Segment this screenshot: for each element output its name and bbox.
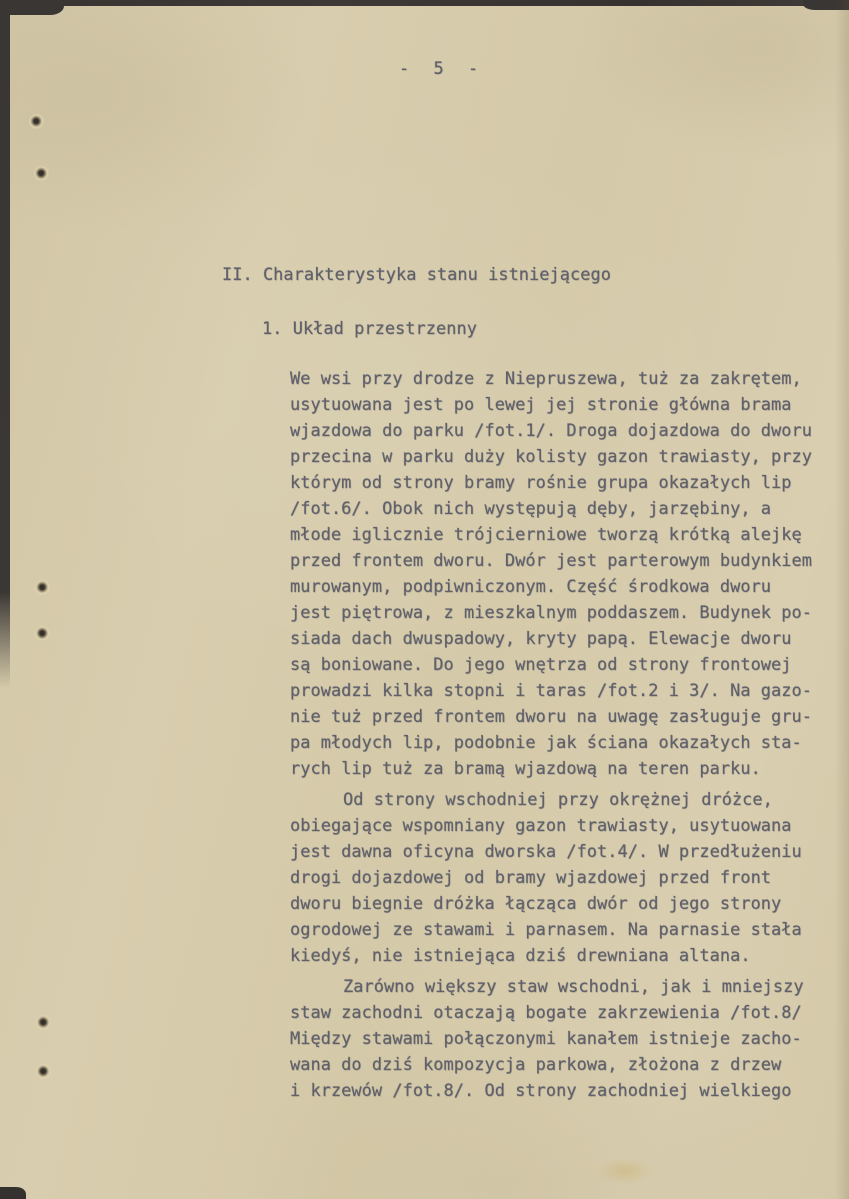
text-line: jest dawna oficyna dworska /fot.4/. W przedłużeniu: [290, 842, 802, 862]
paragraphs: [290, 366, 830, 1109]
page-number: - 5 -: [399, 59, 486, 79]
text-line: rych lip tuż za bramą wjazdową na teren parku.: [290, 759, 761, 779]
text-line: dworu biegnie dróżka łącząca dwór od jego strony: [290, 894, 782, 914]
text-line: ogrodowej ze stawami i parnasem. Na parnasie stała: [290, 920, 802, 940]
text-line: są boniowane. Do jego wnętrza od strony frontowej: [290, 655, 792, 675]
text-line: staw zachodni otaczają bogate zakrzewienia /fot.8/: [290, 1003, 802, 1023]
text-line: murowanym, podpiwniczonym. Część środkowa dworu: [290, 577, 772, 597]
text-line: przed frontem dworu. Dwór jest parterowym budynkiem: [290, 551, 812, 571]
text-line: We wsi przy drodze z Niepruszewa, tuż za zakrętem,: [290, 369, 802, 389]
text-line: młode iglicznie trójcierniowe tworzą krótką alejkę: [290, 525, 802, 545]
text-line: kiedyś, nie istniejąca dziś drewniana altana.: [290, 946, 751, 966]
section-heading: II. Charakterystyka stanu istniejącego: [222, 265, 611, 285]
text-line: drogi dojazdowej od bramy wjazdowej przed front: [290, 868, 772, 888]
text-line: /fot.6/. Obok nich występują dęby, jarzębiny, a: [290, 499, 772, 519]
text-line: którym od strony bramy rośnie grupa okazałych lip: [290, 473, 792, 493]
text-line: siada dach dwuspadowy, kryty papą. Elewacje dworu: [290, 629, 792, 649]
text-line: Od strony wschodniej przy okrężnej dróżce,: [343, 790, 773, 810]
text-line: jest piętrowa, z mieszkalnym poddaszem. Budynek po-: [290, 603, 812, 623]
text-line: Zarówno większy staw wschodni, jak i mniejszy: [343, 977, 804, 997]
text-line: usytuowana jest po lewej jej stronie główna brama: [290, 395, 792, 415]
paragraph: [290, 787, 830, 969]
text-line: Między stawami połączonymi kanałem istnieje zacho-: [290, 1029, 802, 1049]
text-line: prowadzi kilka stopni i taras /fot.2 i 3/. Na gazo-: [290, 681, 812, 701]
text-line: pa młodych lip, podobnie jak ściana okazałych sta-: [290, 733, 802, 753]
text-line: wana do dziś kompozycja parkowa, złożona z drzew: [290, 1055, 782, 1075]
text-line: obiegające wspomniany gazon trawiasty, usytuowana: [290, 816, 792, 836]
text-line: nie tuż przed frontem dworu na uwagę zasługuje gru-: [290, 707, 812, 727]
text-line: wjazdowa do parku /fot.1/. Droga dojazdowa do dworu: [290, 421, 812, 441]
text-line: i krzewów /fot.8/. Od strony zachodniej wielkiego: [290, 1081, 792, 1101]
subsection-heading: 1. Układ przestrzenny: [262, 319, 477, 339]
paragraph: [290, 366, 830, 782]
paragraph: [290, 974, 830, 1104]
text-line: przecina w parku duży kolisty gazon trawiasty, przy: [290, 447, 812, 467]
